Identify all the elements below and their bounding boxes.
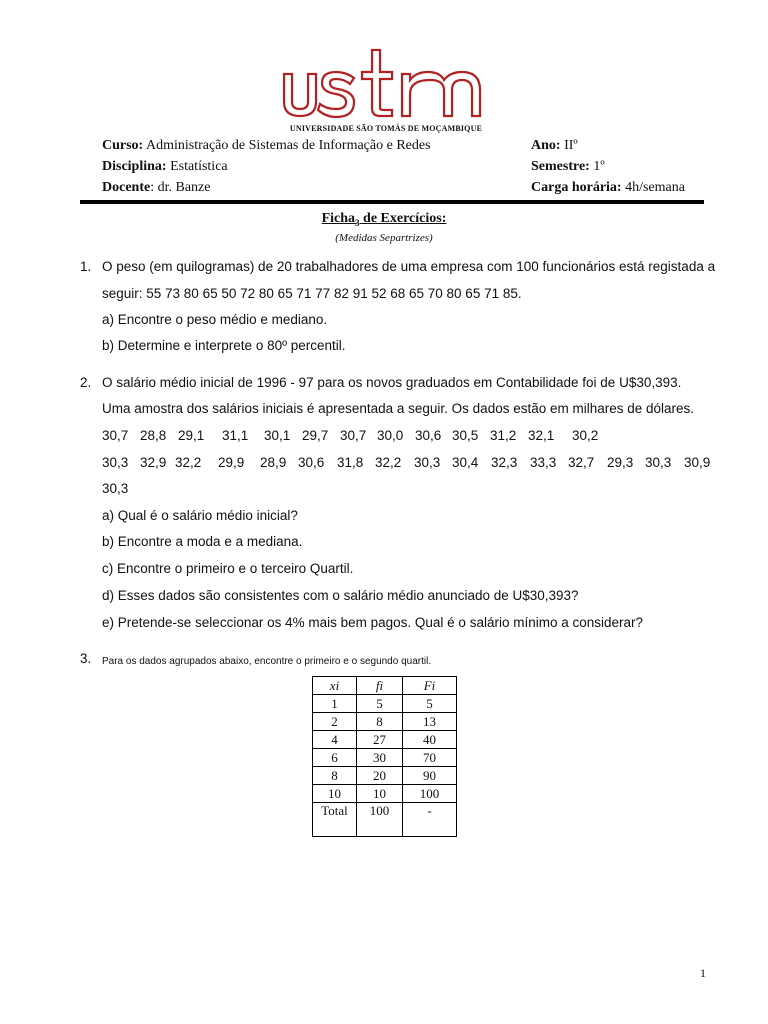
q2-item-b: b) Encontre a moda e a mediana. bbox=[102, 534, 303, 549]
sheet-subtitle: (Medidas Separtrizes) bbox=[335, 232, 433, 244]
q2-item-c: c) Encontre o primeiro e o terceiro Quartil. bbox=[102, 561, 354, 576]
frequency-table bbox=[312, 676, 457, 837]
course-field bbox=[102, 138, 431, 154]
table-row: 6 30 70 bbox=[313, 749, 457, 767]
table-row: 1 5 5 bbox=[313, 695, 457, 713]
table-row: 4 27 40 bbox=[313, 731, 457, 749]
q1-number: 1. bbox=[80, 259, 92, 274]
workload-value: 4h/semana bbox=[621, 180, 685, 195]
year-label: Ano: bbox=[531, 138, 561, 153]
header-divider bbox=[80, 200, 704, 204]
header-Fi: Fi bbox=[403, 677, 457, 695]
semester-field bbox=[531, 159, 605, 175]
course-label: Curso: bbox=[102, 138, 144, 153]
ustm-logo-icon bbox=[280, 48, 492, 122]
workload-label: Carga horária: bbox=[531, 180, 622, 195]
table-header-row bbox=[313, 677, 457, 695]
table-total-row: Total 100 - bbox=[313, 803, 457, 837]
q2-item-a: a) Qual é o salário médio inicial? bbox=[102, 508, 298, 523]
header-xi: xi bbox=[313, 677, 357, 695]
teacher-field bbox=[102, 180, 210, 196]
semester-label: Semestre: bbox=[531, 159, 590, 174]
page-number: 1 bbox=[700, 966, 706, 980]
q1-line2: seguir: 55 73 80 65 50 72 80 65 71 77 82 91 52 68 65 70 80 65 71 85. bbox=[102, 286, 522, 301]
q1-line1: O peso (em quilogramas) de 20 trabalhadores de uma empresa com 100 funcionários está registada a bbox=[102, 259, 716, 274]
q2-data-row3: 30,3 bbox=[102, 481, 129, 496]
q1-item-a: a) Encontre o peso médio e mediano. bbox=[102, 312, 328, 327]
teacher-value: : dr. Banze bbox=[150, 180, 211, 195]
semester-value: 1º bbox=[589, 159, 605, 174]
q1-item-b: b) Determine e interprete o 80º percentil. bbox=[102, 338, 346, 353]
course-value: Administração de Sistemas de Informação e Redes bbox=[143, 138, 431, 153]
header-fi: fi bbox=[357, 677, 403, 695]
workload-field bbox=[531, 180, 685, 196]
q2-line1: O salário médio inicial de 1996 - 97 para os novos graduados em Contabilidade foi de U$30,393. bbox=[102, 375, 682, 390]
q2-item-d: d) Esses dados são consistentes com o salário médio anunciado de U$30,393? bbox=[102, 588, 579, 603]
q2-number: 2. bbox=[80, 375, 92, 390]
table-row: 8 20 90 bbox=[313, 767, 457, 785]
university-logo bbox=[268, 48, 504, 132]
sheet-title: Ficha$_3$ de Exercícios: bbox=[321, 211, 447, 228]
year-field bbox=[531, 138, 578, 154]
discipline-value: Estatística bbox=[166, 159, 228, 174]
table-row: 2 8 13 bbox=[313, 713, 457, 731]
discipline-label: Disciplina: bbox=[102, 159, 167, 174]
year-value: IIº bbox=[560, 138, 578, 153]
university-name: UNIVERSIDADE SÃO TOMÁS DE MOÇAMBIQUE bbox=[289, 124, 483, 133]
q2-item-e: e) Pretende-se seleccionar os 4% mais bem pagos. Qual é o salário mínimo a considerar? bbox=[102, 615, 644, 630]
q2-line2: Uma amostra dos salários iniciais é apresentada a seguir. Os dados estão em milhares de dólares. bbox=[102, 401, 695, 416]
exercise-sheet-page: UNIVERSIDADE SÃO TOMÁS DE MOÇAMBIQUE Curso: Administração de Sistemas de Informação e Redes Disciplina: Estatística Docente: dr. Banze Ano: IIº Semestre: 1º Carga horária: 4h/semana Ficha$_3$ de Exercícios: (Medidas Separtrizes) 1. O peso (em quilogramas) de 20 trabalhadores de uma empresa com 100 funcionários está registada a seguir: 55 73 80 65 50 72 80 65 71 77 82 91 52 68 65 70 80 65 71 85. a) Encontre o peso médio e mediano. b) Determine e interprete o 80º percentil. 2. O salário médio inicial de 1996 - 97 para os novos graduados em Contabilidade foi de U$30,393. Uma amostra dos salários iniciais é apresentada a seguir. Os dados estão em milhares de dólares. 30,7 28,8 29,1 31,1 30,1 29,7 30,7 30,0 30,6 30,5 31,2 32,1 30,2 30,3 32,9 32,2 29,9 28,9 30,6 31,8 32,2 30,3 30,4 32,3 33,3 32,7 29,3 30,3 30,9 30,3 a) Qual é o salário médio inicial? b) Encontre a moda e a mediana. c) Encontre o primeiro e o terceiro Quartil. d) Esses dados são consistentes com o salário médio anunciado de U$30,393? e) Pretende-se seleccionar os 4% mais bem pagos. Qual é o salário mínimo a considerar? 3. Para os dados agrupados abaixo, encontre o primeiro e o segundo quartil. xi fi Fi 1 5 5 2 8 13 4 27 40 6 30 70 8 20 90 10 10 100 Total 100 - 1 bbox=[0, 0, 768, 1024]
table-row: 10 10 100 bbox=[313, 785, 457, 803]
q3-number: 3. bbox=[80, 651, 92, 666]
discipline-field bbox=[102, 159, 228, 175]
teacher-label: Docente bbox=[102, 180, 151, 195]
q3-text: Para os dados agrupados abaixo, encontre o primeiro e o segundo quartil. bbox=[102, 656, 432, 667]
